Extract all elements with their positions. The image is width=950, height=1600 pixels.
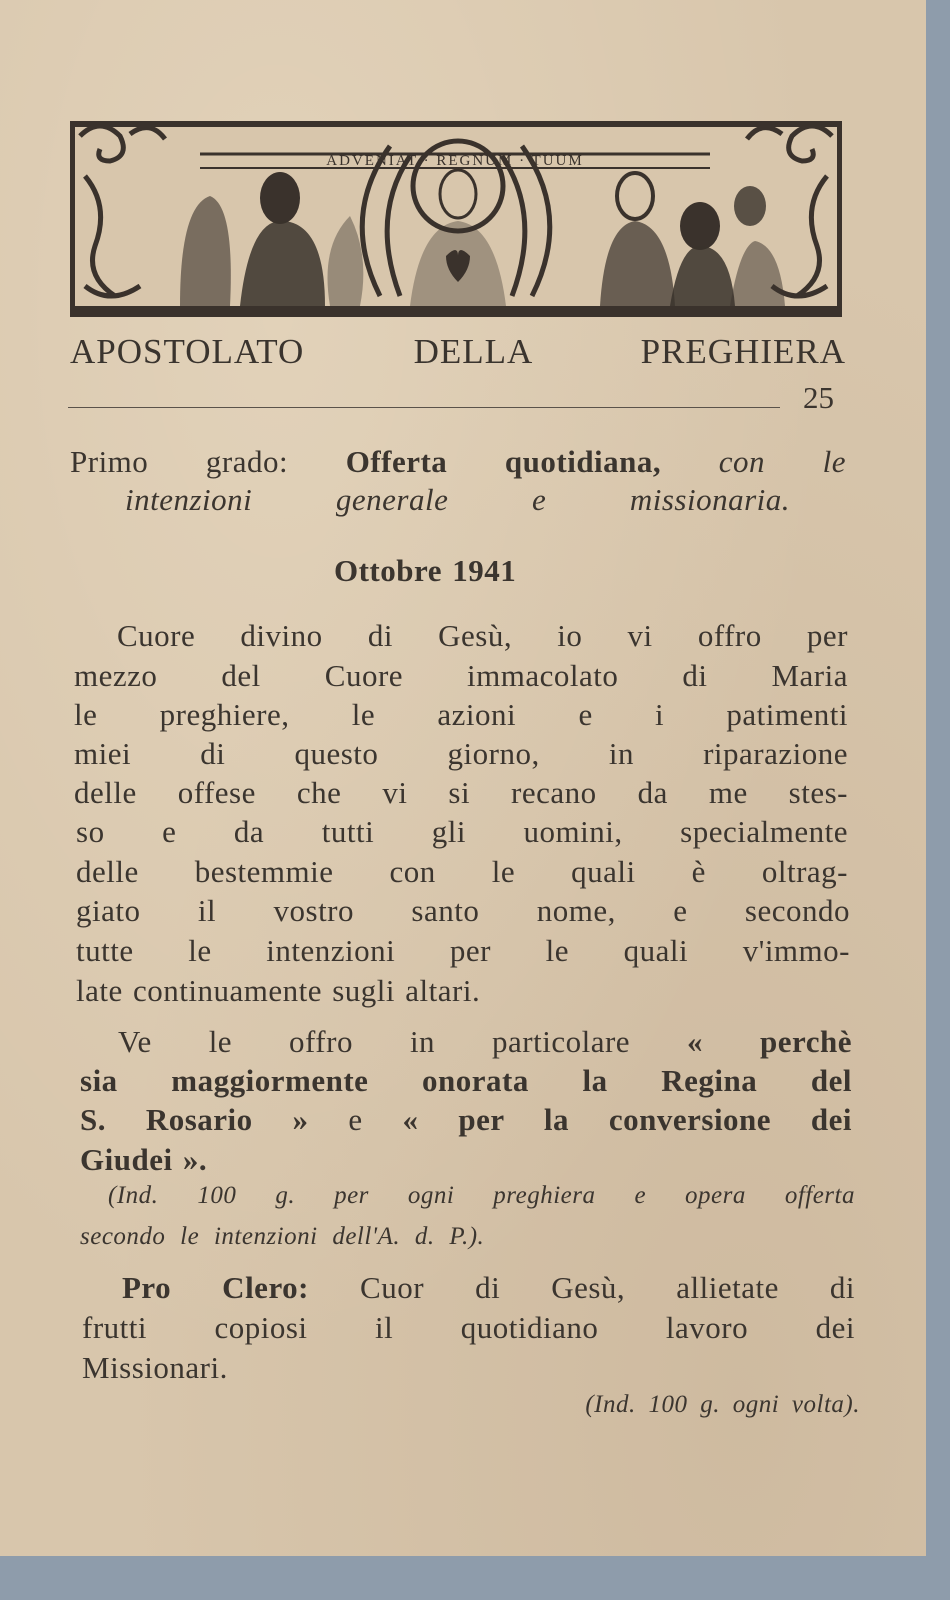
- prayer-line: mezzo del Cuore immacolato di Maria: [74, 658, 848, 693]
- sacred-heart-banner-illustration: [70, 116, 842, 318]
- intention-bold: S. Rosario »: [80, 1102, 309, 1137]
- prayer-line: tutte le intenzioni per le quali v'immo-: [76, 933, 850, 968]
- prayer-line: miei di questo giorno, in riparazione: [74, 736, 848, 771]
- publication-title: APOSTOLATO DELLA PREGHIERA: [70, 332, 846, 371]
- intro-line-1: [70, 444, 846, 480]
- intention-line-1: [118, 1024, 852, 1060]
- intention-bold: « per la conversione dei: [402, 1102, 853, 1137]
- page-number: 25: [803, 380, 834, 415]
- prayer-line: Cuore divino di Gesù, io vi offro per: [117, 618, 848, 653]
- indulgence-note-2: secondo le intenzioni dell'A. d. P.).: [80, 1223, 485, 1250]
- intro-line-2: intenzioni generale e missionaria.: [125, 482, 790, 517]
- intention-line-4: Giudei ».: [80, 1142, 208, 1177]
- pro-clero-line-1: [122, 1270, 855, 1306]
- pro-clero-label: Pro Clero:: [122, 1270, 309, 1305]
- indulgence-note-1: (Ind. 100 g. per ogni preghiera e opera offerta: [108, 1182, 855, 1209]
- header-rule: [68, 407, 780, 408]
- pro-clero-line-3: Missionari.: [82, 1350, 228, 1385]
- banner-motto: ADVENIAT · REGNUM · TUUM: [326, 153, 584, 169]
- pro-clero-indulgence: (Ind. 100 g. ogni volta).: [585, 1391, 860, 1418]
- intention-line-2: sia maggiormente onorata la Regina del: [80, 1063, 852, 1098]
- intention-bold: « perchè: [687, 1024, 852, 1059]
- intention-text: e: [348, 1102, 363, 1137]
- pro-clero-line-2: frutti copiosi il quotidiano lavoro dei: [82, 1310, 855, 1345]
- prayer-line: giato il vostro santo nome, e secondo: [76, 893, 850, 928]
- prayer-line: so e da tutti gli uomini, specialmente: [76, 814, 848, 849]
- intention-text: Ve le offro in particolare: [118, 1024, 631, 1059]
- prayer-line: le preghiere, le azioni e i patimenti: [74, 697, 848, 732]
- intro-italic-1: con le: [718, 444, 847, 479]
- intention-line-3: [80, 1102, 852, 1138]
- intro-label: Primo grado:: [70, 444, 289, 479]
- prayer-line: delle offese che vi si recano da me stes-: [74, 775, 848, 810]
- prayer-line: late continuamente sugli altari.: [76, 973, 481, 1008]
- prayer-line: delle bestemmie con le quali è oltrag-: [76, 854, 848, 889]
- pro-clero-text: Cuor di Gesù, allietate di: [360, 1270, 855, 1305]
- month-heading: Ottobre 1941: [334, 553, 517, 588]
- intro-offering: Offerta quotidiana,: [345, 444, 662, 479]
